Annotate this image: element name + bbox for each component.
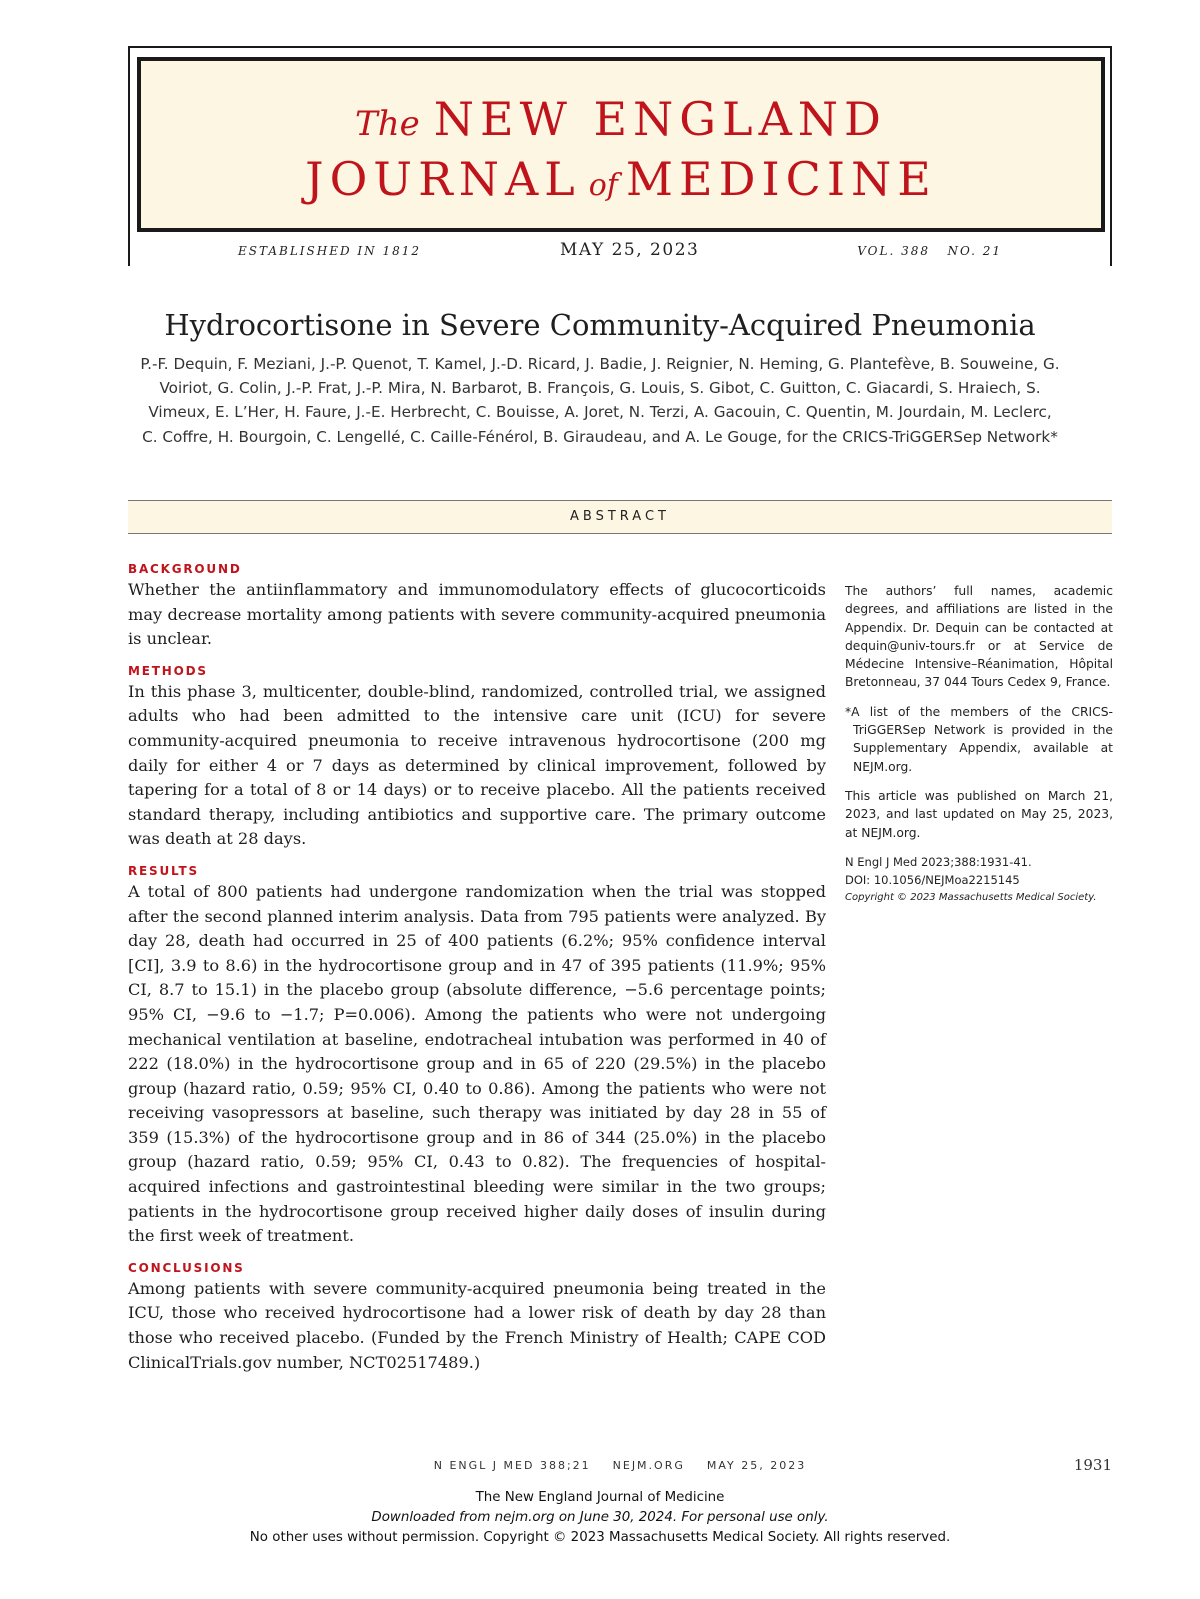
article-sidebar [845,582,1113,907]
journal-citation: N Engl J Med 2023;388:1931-41. [845,854,1032,869]
abstract-body [128,560,826,1385]
publication-note: This article was published on March 21, 2023, and last updated on May 25, 2023, at NEJM.org. [845,788,1113,840]
author-affiliation-note: The authors’ full names, academic degrees, and affiliations are listed in the Appendix. Dr. Dequin can be contacted at dequin@univ-tours.fr or at Service de Médecine Intensive–Réanimation, Hôpital Bretonneau, 37 044 Tours Cedex 9, France. [845,584,1113,690]
conclusions-text: Among patients with severe community-acquired pneumonia being treated in the ICU, those who received hydrocortisone had a lower risk of death by day 28 than those who received placebo. (Funded by the French Ministry of Health; CAPE COD ClinicalTrials.gov number, NCT02517489.) [128,1278,826,1372]
masthead-journal: JOURNAL [305,152,581,206]
masthead-medicine: MEDICINE [625,152,937,206]
masthead-line-2 [141,153,1101,212]
page-number: 1931 [1073,1456,1112,1474]
doi: DOI: 10.1056/NEJMoa2215145 [845,872,1020,887]
abstract-heading: ABSTRACT [128,500,1112,534]
download-journal-name: The New England Journal of Medicine [475,1490,725,1505]
issue-info-row [128,240,1112,264]
download-notice [0,1488,1200,1548]
results-text: A total of 800 patients had undergone randomization when the trial was stopped after the second planned interim analysis. Data from 795 patients were analyzed. By day 28, death had occurred in 25 of 400 patients (6.2%; 95% confidence interval [CI], 3.9 to 8.6) in the hydrocortisone group and in 47 of 395 patients (11.9%; 95% CI, 8.7 to 15.1) in the placebo group (absolute difference, −5.6 percentage points; 95% CI, −9.6 to −1.7; P=0.006). Among the patients who were not undergoing mechanical ventilation at baseline, endotracheal intubation was performed in 40 of 222 (18.0%) in the hydrocortisone group and in 65 of 220 (29.5%) in the placebo group (hazard ratio, 0.59; 95% CI, 0.40 to 0.86). Among the patients who were not receiving vasopressors at baseline, such therapy was initiated by day 28 in 55 of 359 (15.3%) of the hydrocortisone group and in 86 of 344 (25.0%) in the placebo group (hazard ratio, 0.59; 95% CI, 0.43 to 0.82). The frequencies of hospital-acquired infections and gastrointestinal bleeding were similar in the two groups; patients in the hydrocortisone group received higher daily doses of insulin during the first week of treatment. [128,881,826,1246]
author-list: P.-F. Dequin, F. Meziani, J.-P. Quenot, T. Kamel, J.-D. Ricard, J. Badie, J. Reignier, N. Heming, G. Plantefève, B. Souweine, G. Voiriot, G. Colin, J.-P. Frat, J.-P. Mira, N. Barbarot, B. François, G. Louis, S. Gibot, C. Guitton, C. Giacardi, S. Hraiech, S. Vimeux, E. L’Her, H. Faure, J.-E. Herbrecht, C. Bouisse, A. Joret, N. Terzi, A. Gacouin, C. Quentin, M. Jourdain, M. Leclerc, C. Coffre, H. Bourgoin, C. Lengellé, C. Caille-Fénérol, B. Giraudeau, and A. Le Gouge, for the CRICS-TriGGERSep Network* [140,355,1060,446]
network-members-note: *A list of the members of the CRICS-TriGGERSep Network is provided in the Supplementary Appendix, available at NEJM.org. [845,704,1113,774]
download-rights-line: No other uses without permission. Copyright © 2023 Massachusetts Medical Society. All rights reserved. [249,1530,951,1545]
background-text: Whether the antiinflammatory and immunomodulatory effects of glucocorticoids may decrease mortality among patients with severe community-acquired pneumonia is unclear. [128,580,826,649]
footer-citation: N ENGL J MED 388;21 NEJM.ORG MAY 25, 2023 [433,1459,807,1472]
masthead-line-1 [141,93,1101,150]
results-heading: RESULTS [128,863,199,878]
methods-heading: METHODS [128,663,208,678]
masthead-of: of [588,168,618,203]
background-heading: BACKGROUND [128,562,242,576]
conclusions-heading: CONCLUSIONS [128,1260,245,1275]
download-date-line: Downloaded from nejm.org on June 30, 2024. For personal use only. [371,1510,829,1525]
volume-number: VOL. 388 NO. 21 [857,244,1002,258]
masthead-new-england: NEW ENGLAND [433,92,887,146]
established-label: ESTABLISHED IN 1812 [238,244,421,258]
page-footer [128,1456,1112,1476]
journal-masthead [137,57,1105,232]
masthead-the: The [355,104,420,144]
article-title: Hydrocortisone in Severe Community-Acquired Pneumonia [164,308,1036,342]
issue-date: MAY 25, 2023 [560,240,700,260]
copyright: Copyright © 2023 Massachusetts Medical Society. [845,891,1097,903]
methods-text: In this phase 3, multicenter, double-blind, randomized, controlled trial, we assigned adults who had been admitted to the intensive care unit (ICU) for severe community-acquired pneumonia to receive intravenous hydrocortisone (200 mg daily for either 4 or 7 days as determined by clinical improvement, followed by tapering for a total of 8 or 14 days) or to receive placebo. All the patients received standard therapy, including antibiotics and supportive care. The primary outcome was death at 28 days. [128,681,826,849]
